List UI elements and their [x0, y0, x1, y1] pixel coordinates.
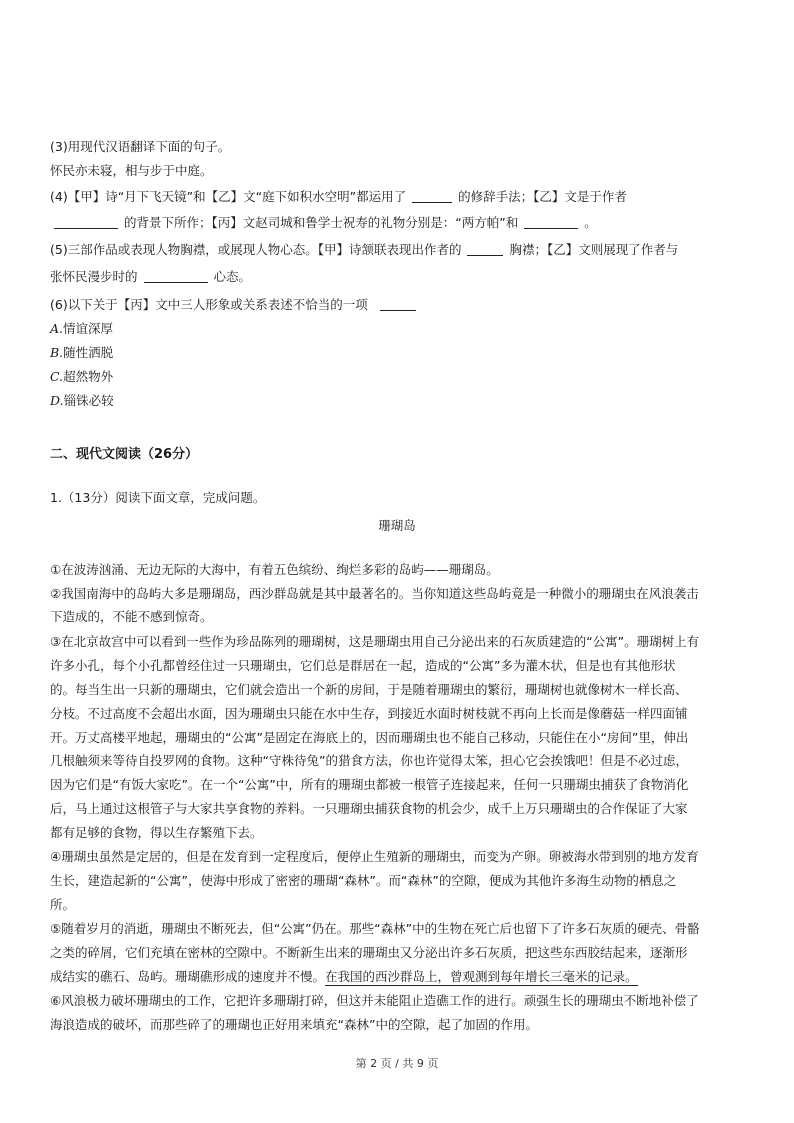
article-line: 下造成的，不能不感到惊奇。	[50, 609, 213, 624]
article-line	[50, 969, 638, 985]
article-line: ⑤随着岁月的消逝，珊瑚虫不断死去，但“公寓”仍在。那些“森林”中的生物在死亡后也留下了许多石灰质的硬壳、骨骼	[50, 921, 700, 936]
q4-text-4: 。	[584, 215, 597, 230]
q5-answer-blank-2[interactable]	[144, 270, 208, 283]
q5-text-2: 胸襟；【乙】文则展现了作者与	[509, 242, 679, 257]
option-d-letter: D.	[50, 393, 64, 408]
q5-answer-blank-1[interactable]	[467, 243, 503, 256]
option-a-text: 情谊深厚	[63, 321, 114, 336]
q3-prompt: (3)用现代汉语翻译下面的句子。	[50, 139, 231, 154]
article-line: 都有足够的食物，得以生存繁殖下去。	[50, 825, 263, 840]
q4-text-1: (4)【甲】诗“月下飞天镜”和【乙】文“庭下如积水空明”都运用了	[50, 189, 407, 204]
option-b-text: 随性洒脱	[63, 345, 114, 360]
q4-answer-blank-2[interactable]	[54, 216, 118, 229]
article-line: 开。万丈高楼平地起，珊瑚虫的“公寓”是固定在海底上的，因而珊瑚虫也不能自己移动，只能住在小“房间”里，伸出	[50, 730, 689, 745]
section-heading: 二、现代文阅读（26分）	[50, 447, 199, 462]
q4-text-2: 的修辞手法；【乙】文是于作者	[458, 189, 627, 204]
article-line: 之类的碎屑，它们充填在密林的空隙中。不断新生出来的珊瑚虫又分泌出许多石灰质，把这些东西胶结起来，逐渐形	[50, 945, 688, 960]
article-line: 所。	[50, 897, 76, 912]
q5-text-4: 心态。	[213, 269, 252, 284]
option-c-letter: C.	[50, 369, 64, 384]
q6-option-d[interactable]	[50, 393, 114, 409]
article-line: 许多小孔，每个小孔都曾经住过一只珊瑚虫，它们总是群居在一起，造成的“公寓”多为灌木状，但是也有其他形状	[50, 658, 676, 673]
article-line: ⑥风浪极力破坏珊瑚虫的工作，它把许多珊瑚打碎，但这并未能阻止造礁工作的进行。顽强生长的珊瑚虫不断地补偿了	[50, 993, 699, 1008]
option-c-text: 超然物外	[63, 369, 114, 384]
article-line: 几根触须来等待自投罗网的食物。这种“守株待兔”的猎食方法，你也许觉得太笨，担心它会挨饿吧！但是不必过虑，	[50, 753, 688, 768]
q6-line	[50, 297, 422, 313]
article-line: ①在波涛汹涌、无边无际的大海中，有着五色缤纷、绚烂多彩的岛屿——珊瑚岛。	[50, 562, 499, 577]
article-line: 因为它们是“有饭大家吃”。在一个“公寓”中，所有的珊瑚虫都被一根管子连接起来，任何一只珊瑚虫捕获了食物消化	[50, 777, 689, 792]
q4-text-3: 的背景下所作；【丙】文赵司城和鲁学士祝寿的礼物分别是：“两方帕”和	[124, 215, 519, 230]
q4-line-1	[50, 189, 627, 205]
underlined-sentence: 在我国的西沙群岛上，曾观测到每年增长三毫米的记录。	[325, 969, 638, 984]
q6-option-a[interactable]	[50, 321, 113, 337]
article-line: ③在北京故宫中可以看到一些作为珍品陈列的珊瑚树，这是珊瑚虫用自己分泌出来的石灰质建造的“公寓”。珊瑚树上有	[50, 634, 700, 649]
q4-answer-blank-1[interactable]	[412, 190, 452, 203]
article-line: 的。每当生出一只新的珊瑚虫，它们就会造出一个新的房间，于是随着珊瑚虫的繁衍，珊瑚树也就像树木一样长高、	[50, 682, 688, 697]
page-number: 第 2 页 / 共 9 页	[355, 1057, 439, 1070]
article-line: ④珊瑚虫虽然是定居的，但是在发育到一定程度后，便停止生殖新的珊瑚虫，而变为产卵。卵被海水带到别的地方发育	[50, 849, 699, 864]
reading-question-intro: 1.（13分）阅读下面文章，完成问题。	[50, 490, 266, 505]
option-b-letter: B.	[50, 345, 64, 360]
q6-option-b[interactable]	[50, 345, 113, 361]
q5-text-1: (5)三部作品或表现人物胸襟，或展现人物心态。【甲】诗颔联表现出作者的	[50, 242, 462, 257]
article-line: 生长，建造起新的“公寓”，使海中形成了密密的珊瑚“森林”。而“森林”的空隙，便成为其他许多海生动物的栖息之	[50, 873, 677, 888]
q5-text-3: 张怀民漫步时的	[50, 269, 138, 284]
q5-line-2	[50, 269, 251, 285]
q6-prompt: (6)以下关于【丙】文中三人形象或关系表述不恰当的一项	[50, 297, 368, 312]
article-title: 珊瑚岛	[378, 518, 416, 533]
article-line: 后，马上通过这根管子与大家共享食物的养料。一只珊瑚虫捕获食物的机会少，成千上万只珊瑚虫的合作保证了大家	[50, 801, 688, 816]
q3-sentence: 怀民亦未寝，相与步于中庭。	[50, 163, 213, 178]
option-a-letter: A.	[50, 321, 64, 336]
q5-line-1	[50, 242, 678, 258]
article-line: ②我国南海中的岛屿大多是珊瑚岛，西沙群岛就是其中最著名的。当你知道这些岛屿竟是一种微小的珊瑚虫在风浪袭击	[50, 586, 699, 601]
q4-answer-blank-3[interactable]	[524, 216, 578, 229]
q6-option-c[interactable]	[50, 369, 113, 385]
q4-line-2	[54, 215, 597, 231]
q6-answer-blank[interactable]	[380, 298, 416, 311]
article-line: 分枝。不过高度不会超出水面，因为珊瑚虫只能在水中生存，到接近水面时树枝就不再向上长而是像蘑菇一样四面铺	[50, 706, 688, 721]
article-line-text: 成结实的礁石、岛屿。珊瑚礁形成的速度并不慢。	[50, 969, 326, 984]
article-line: 海浪造成的破坏，而那些碎了的珊瑚也正好用来填充“森林”中的空隙，起了加固的作用。	[50, 1017, 538, 1032]
option-d-text: 锱铢必较	[63, 393, 114, 408]
